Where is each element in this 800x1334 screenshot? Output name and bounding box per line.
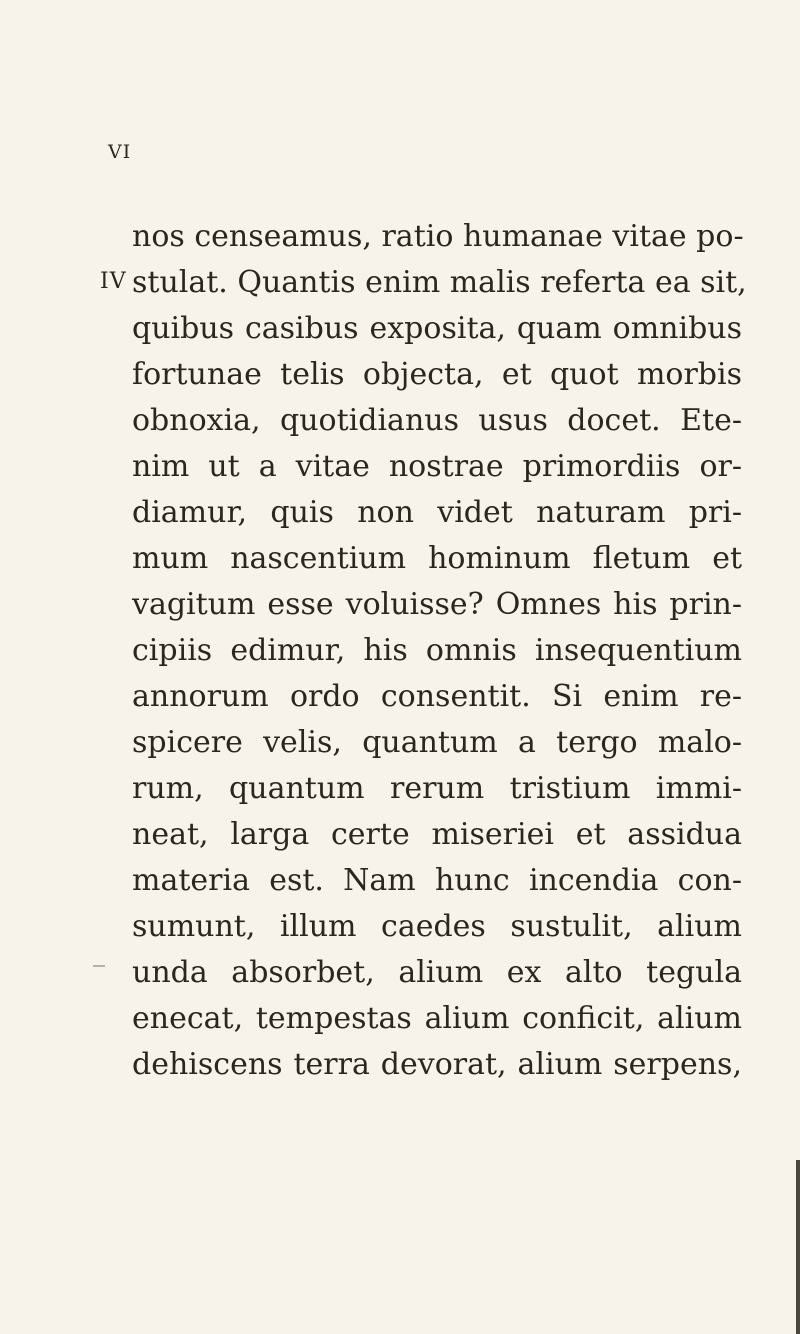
text-line: rum, quantum rerum tristium immi- <box>132 771 742 806</box>
text-line: dehiscens terra devorat, alium serpens, <box>132 1047 742 1082</box>
text-line: materia est. Nam hunc incendia con- <box>132 863 742 898</box>
paper-speck <box>93 965 105 967</box>
text-line: spicere velis, quantum a tergo malo- <box>132 725 742 760</box>
text-line: sumunt, illum caedes sustulit, alium <box>132 909 742 944</box>
text-line: vagitum esse voluisse? Omnes his prin- <box>132 587 742 622</box>
body-text <box>132 214 747 1088</box>
marginal-note: IV <box>100 269 127 294</box>
text-line: enecat, tempestas alium conficit, alium <box>132 1001 742 1036</box>
text-line: fortunae telis objecta, et quot morbis <box>132 357 742 392</box>
text-line: cipiis edimur, his omnis insequentium <box>132 633 742 668</box>
text-line: unda absorbet, alium ex alto tegula <box>132 955 742 990</box>
text-line: annorum ordo consentit. Si enim re- <box>132 679 742 714</box>
page-number: VI <box>108 141 132 163</box>
text-line: diamur, quis non videt naturam pri- <box>132 495 742 530</box>
text-line: nos censeamus, ratio humanae vitae po- <box>132 219 744 254</box>
page-edge-shadow <box>796 1160 800 1334</box>
text-line: mum nascentium hominum fletum et <box>132 541 742 576</box>
text-line: neat, larga certe miseriei et assidua <box>132 817 742 852</box>
text-line: quibus casibus exposita, quam omnibus <box>132 311 742 346</box>
text-line: obnoxia, quotidianus usus docet. Ete- <box>132 403 742 438</box>
text-line: stulat. Quantis enim malis referta ea sit, <box>132 265 747 300</box>
text-line: nim ut a vitae nostrae primordiis or- <box>132 449 742 484</box>
